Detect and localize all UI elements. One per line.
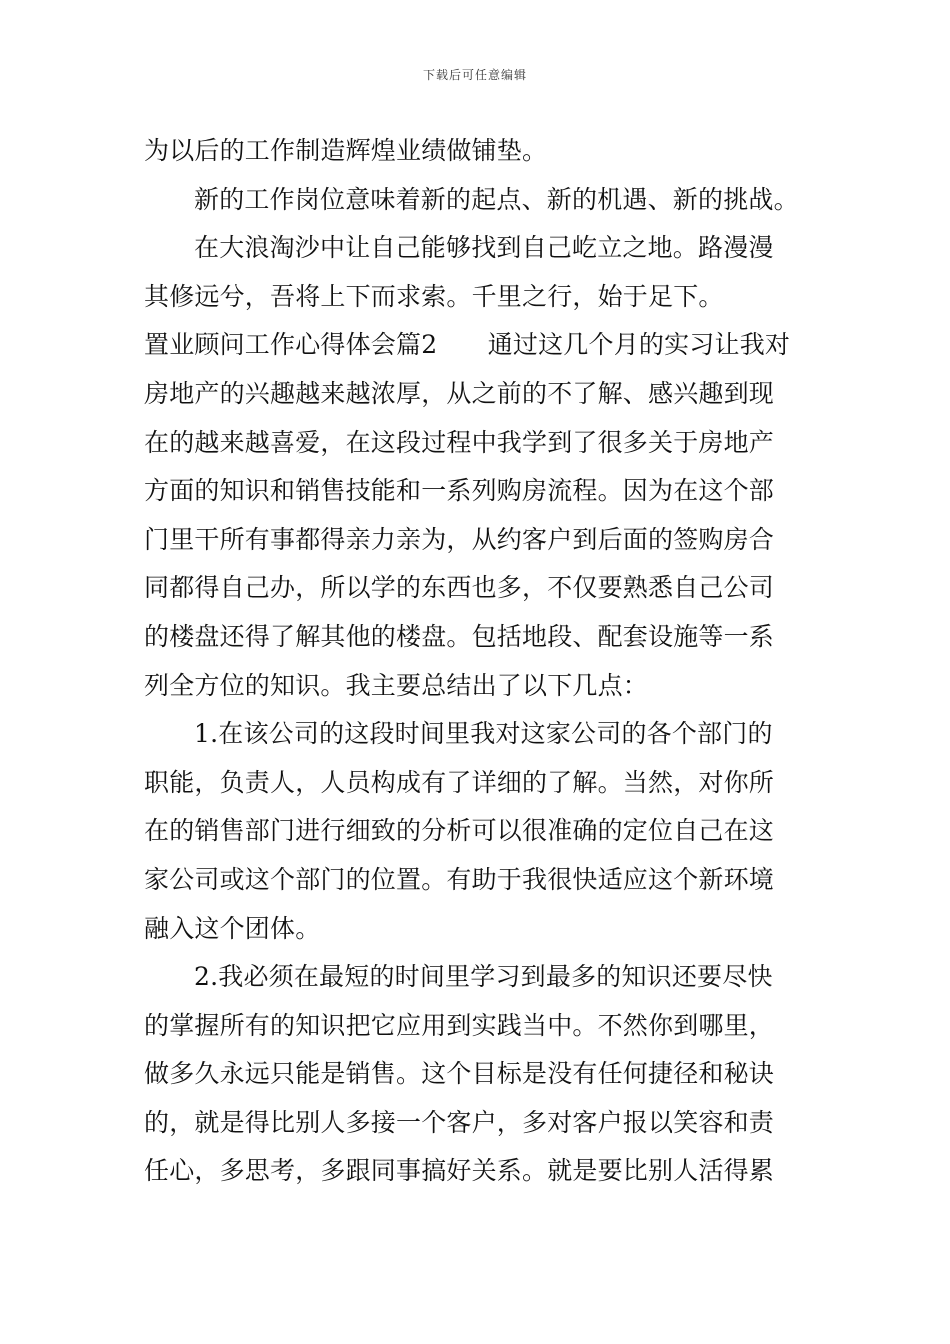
numbered-point-line: 1.在该公司的这段时间里我对这家公司的各个部门的 [194,719,773,749]
numbered-point-line: 2.我必须在最短的时间里学习到最多的知识还要尽快 [194,962,773,992]
page-header: 下载后可任意编辑 [422,68,527,82]
text-line: 为以后的工作制造辉煌业绩做铺垫。 [144,136,548,165]
text-line: 房地产的兴趣越来越浓厚，从之前的不了解、感兴趣到现 [144,378,775,408]
text-line: 其修远兮，吾将上下而求索。千里之行，始于足下。 [144,281,724,311]
text-line: 职能，负责人，人员构成有了详细的了解。当然，对你所 [144,767,775,797]
text-line: 的，就是得比别人多接一个客户，多对客户报以笑容和责 [144,1107,775,1137]
text-line: 融入这个团体。 [144,913,321,943]
document-body [144,127,809,1196]
text-line: 任心，多思考，多跟同事搞好关系。就是要比别人活得累 [144,1156,775,1186]
text-line: 在的销售部门进行细致的分析可以很准确的定位自己在这 [144,816,775,846]
text-line: 在大浪淘沙中让自己能够找到自己屹立之地。路漫漫 [194,233,774,263]
text-line: 同都得自己办，所以学的东西也多，不仅要熟悉自己公司 [144,573,775,603]
text-line: 列全方位的知识。我主要总结出了以下几点： [144,670,649,700]
text-line: 家公司或这个部门的位置。有助于我很快适应这个新环境 [144,864,775,894]
text-line: 门里干所有事都得亲力亲为，从约客户到后面的签购房合 [144,524,775,554]
section-heading-line: 置业顾问工作心得体会篇2 通过这几个月的实习让我对 [144,330,791,360]
text-line: 的掌握所有的知识把它应用到实践当中。不然你到哪里， [144,1010,775,1040]
text-line: 的楼盘还得了解其他的楼盘。包括地段、配套设施等一系 [144,621,775,651]
text-line: 做多久永远只能是销售。这个目标是没有任何捷径和秘诀 [144,1059,775,1089]
text-line: 在的越来越喜爱，在这段过程中我学到了很多关于房地产 [144,427,775,457]
text-line: 方面的知识和销售技能和一系列购房流程。因为在这个部 [144,476,775,506]
text-line: 新的工作岗位意味着新的起点、新的机遇、新的挑战。 [194,184,799,214]
